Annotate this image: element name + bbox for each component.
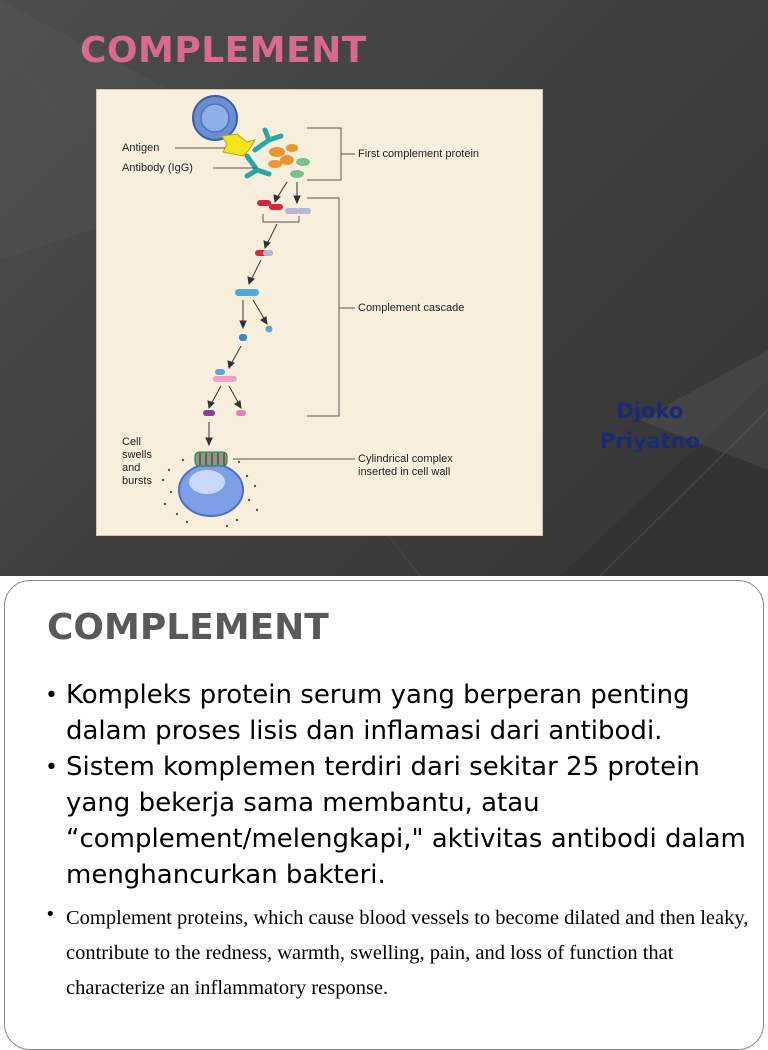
- bullet-item: • Sistem komplemen terdiri dari sekitar 25 protein yang bekerja sama membantu, atau “complement/melengkapi," aktivitas antibodi dalam menghancurkan bakteri.: [41, 749, 753, 893]
- label-cell-swells-2: swells: [122, 449, 152, 461]
- label-antigen: Antigen: [122, 142, 160, 154]
- label-complement-cascade: Complement cascade: [358, 302, 465, 314]
- label-antibody: Antibody (IgG): [122, 162, 193, 174]
- antigen-icon: [222, 134, 255, 156]
- label-cell-swells-1: Cell: [122, 436, 141, 448]
- slide-2-title: COMPLEMENT: [47, 607, 329, 648]
- author-last-name: Priyatno: [599, 429, 701, 453]
- slide-2: [4, 580, 764, 1050]
- first-complement-protein-icon: [268, 144, 310, 178]
- label-cylindrical-complex-1: Cylindrical complex: [358, 453, 453, 465]
- label-cell-swells-4: bursts: [122, 475, 152, 487]
- author-name: [580, 396, 720, 456]
- label-cylindrical-complex-2: inserted in cell wall: [358, 466, 451, 478]
- bullet-list: [41, 677, 753, 1006]
- label-cell-swells-3: and: [122, 462, 141, 474]
- author-first-name: Djoko: [616, 399, 684, 423]
- bullet-item: • Complement proteins, which cause blood vessels to become dilated and then leaky, contribute to the redness, warmth, swelling, pain, and loss of function that characterize an inflammatory response.: [41, 901, 753, 1006]
- complement-cascade-figure: [96, 89, 543, 536]
- label-first-complement-protein: First complement protein: [358, 148, 480, 160]
- bullet-item: • Kompleks protein serum yang berperan penting dalam proses lisis dan inflamasi dari antibodi.: [41, 677, 753, 749]
- slide-1-title: COMPLEMENT: [80, 30, 367, 71]
- target-cell-icon: [162, 452, 258, 527]
